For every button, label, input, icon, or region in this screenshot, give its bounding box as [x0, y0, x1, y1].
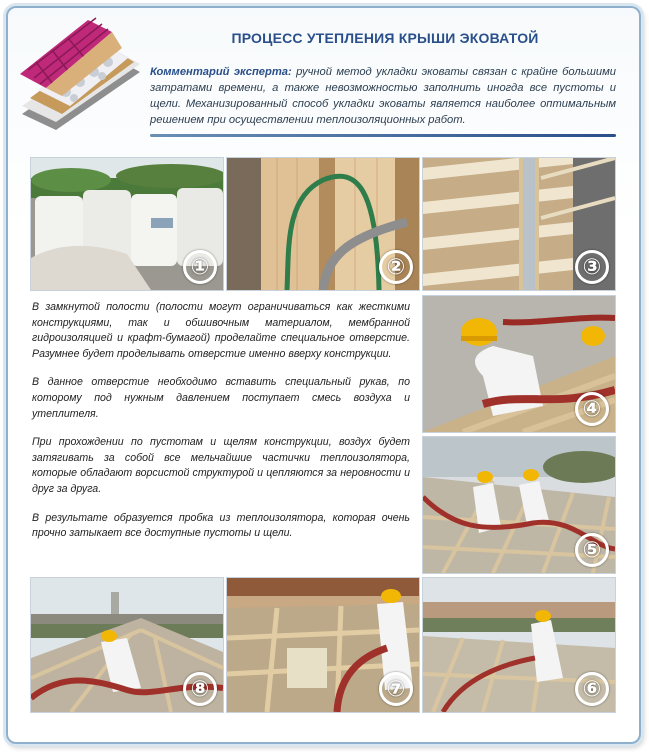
expert-comment-text: ручной метод укладки эковаты связан с крайне большими затратами времени, а также невозможностью заполнить иногда все пустоты и щели. Механизированный способ укладки эковаты является наиболее оптимальным решением при осуществлении теплоизоляционных работ. — [150, 66, 616, 126]
expert-comment-lead: Комментарий эксперта: — [150, 66, 292, 78]
step-photo-6 — [422, 577, 616, 713]
paragraph-1: В замкнутой полости (полости могут ограничиваться как жесткими конструкциями, так и обшивочным материалом, мембранной гидроизоляцией и крафт-бумагой) проделайте специальное отверстие. Разумнее будет проделывать отверстие именно вверху конструкции. — [32, 301, 410, 360]
paragraph-4: В результате образуется пробка из теплоизолятора, которая очень прочно затыкает все доступные пустоты и щели. — [32, 511, 410, 540]
step-photo-4 — [422, 295, 616, 433]
step-badge-6: ⑥ — [575, 672, 609, 706]
step-badge-1: ① — [183, 250, 217, 284]
step-badge-3: ③ — [575, 250, 609, 284]
roof-illustration — [16, 14, 144, 132]
step-photo-7 — [226, 577, 420, 713]
step-badge-2: ② — [379, 250, 413, 284]
process-description — [32, 300, 410, 555]
step-badge-4: ④ — [575, 392, 609, 426]
paragraph-3: При прохождении по пустотам и щелям конструкции, воздух будет затягивать за собой все мельчайшие частички теплоизолятора, которые обладают ворсистой структурой и цепляются за неровности и друг за друга. — [32, 436, 410, 495]
expert-comment — [150, 64, 616, 128]
comment-underline — [150, 134, 616, 137]
step-badge-8: ⑧ — [183, 672, 217, 706]
step-photo-8 — [30, 577, 224, 713]
page-title: ПРОЦЕСС УТЕПЛЕНИЯ КРЫШИ ЭКОВАТОЙ — [231, 30, 539, 46]
step-photo-2 — [226, 157, 420, 291]
step-photo-1 — [30, 157, 224, 291]
paragraph-2: В данное отверстие необходимо вставить специальный рукав, по которому под нужным давлением поступает смесь воздуха и утеплителя. — [32, 376, 410, 420]
step-badge-5: ⑤ — [575, 533, 609, 567]
step-badge-7: ⑦ — [379, 672, 413, 706]
step-photo-3 — [422, 157, 616, 291]
step-photo-5 — [422, 436, 616, 574]
